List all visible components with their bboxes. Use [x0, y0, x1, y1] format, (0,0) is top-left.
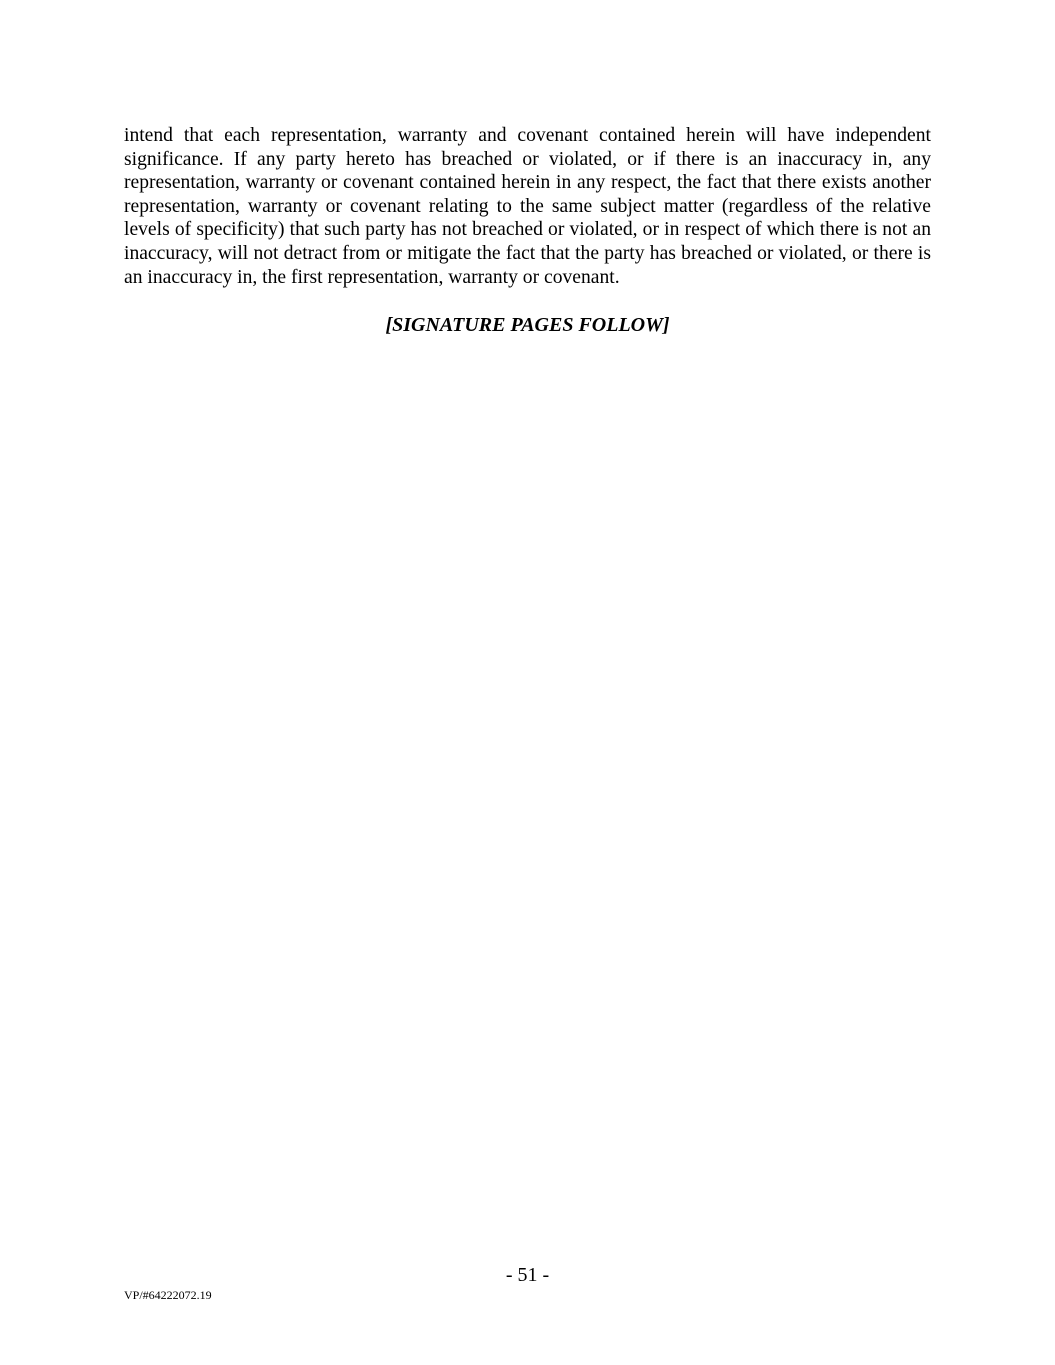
body-paragraph: intend that each representation, warranty and covenant contained herein will have independent significance. If any party hereto has breached or violated, or if there is an inaccuracy in, any representation, warranty or covenant contained herein in any respect, the fact that there exists another representation, warranty or covenant relating to the same subject matter (regardless of the relative levels of specificity) that such party has not breached or violated, or in respect of which there is not an inaccuracy, will not detract from or mitigate the fact that the party has breached or violated, or there is an inaccuracy in, the first representation, warranty or covenant. — [124, 125, 931, 288]
page-number: - 51 - — [505, 1264, 550, 1286]
signature-pages-note: [SIGNATURE PAGES FOLLOW] — [385, 314, 670, 336]
document-id: VP/#64222072.19 — [124, 1288, 212, 1302]
